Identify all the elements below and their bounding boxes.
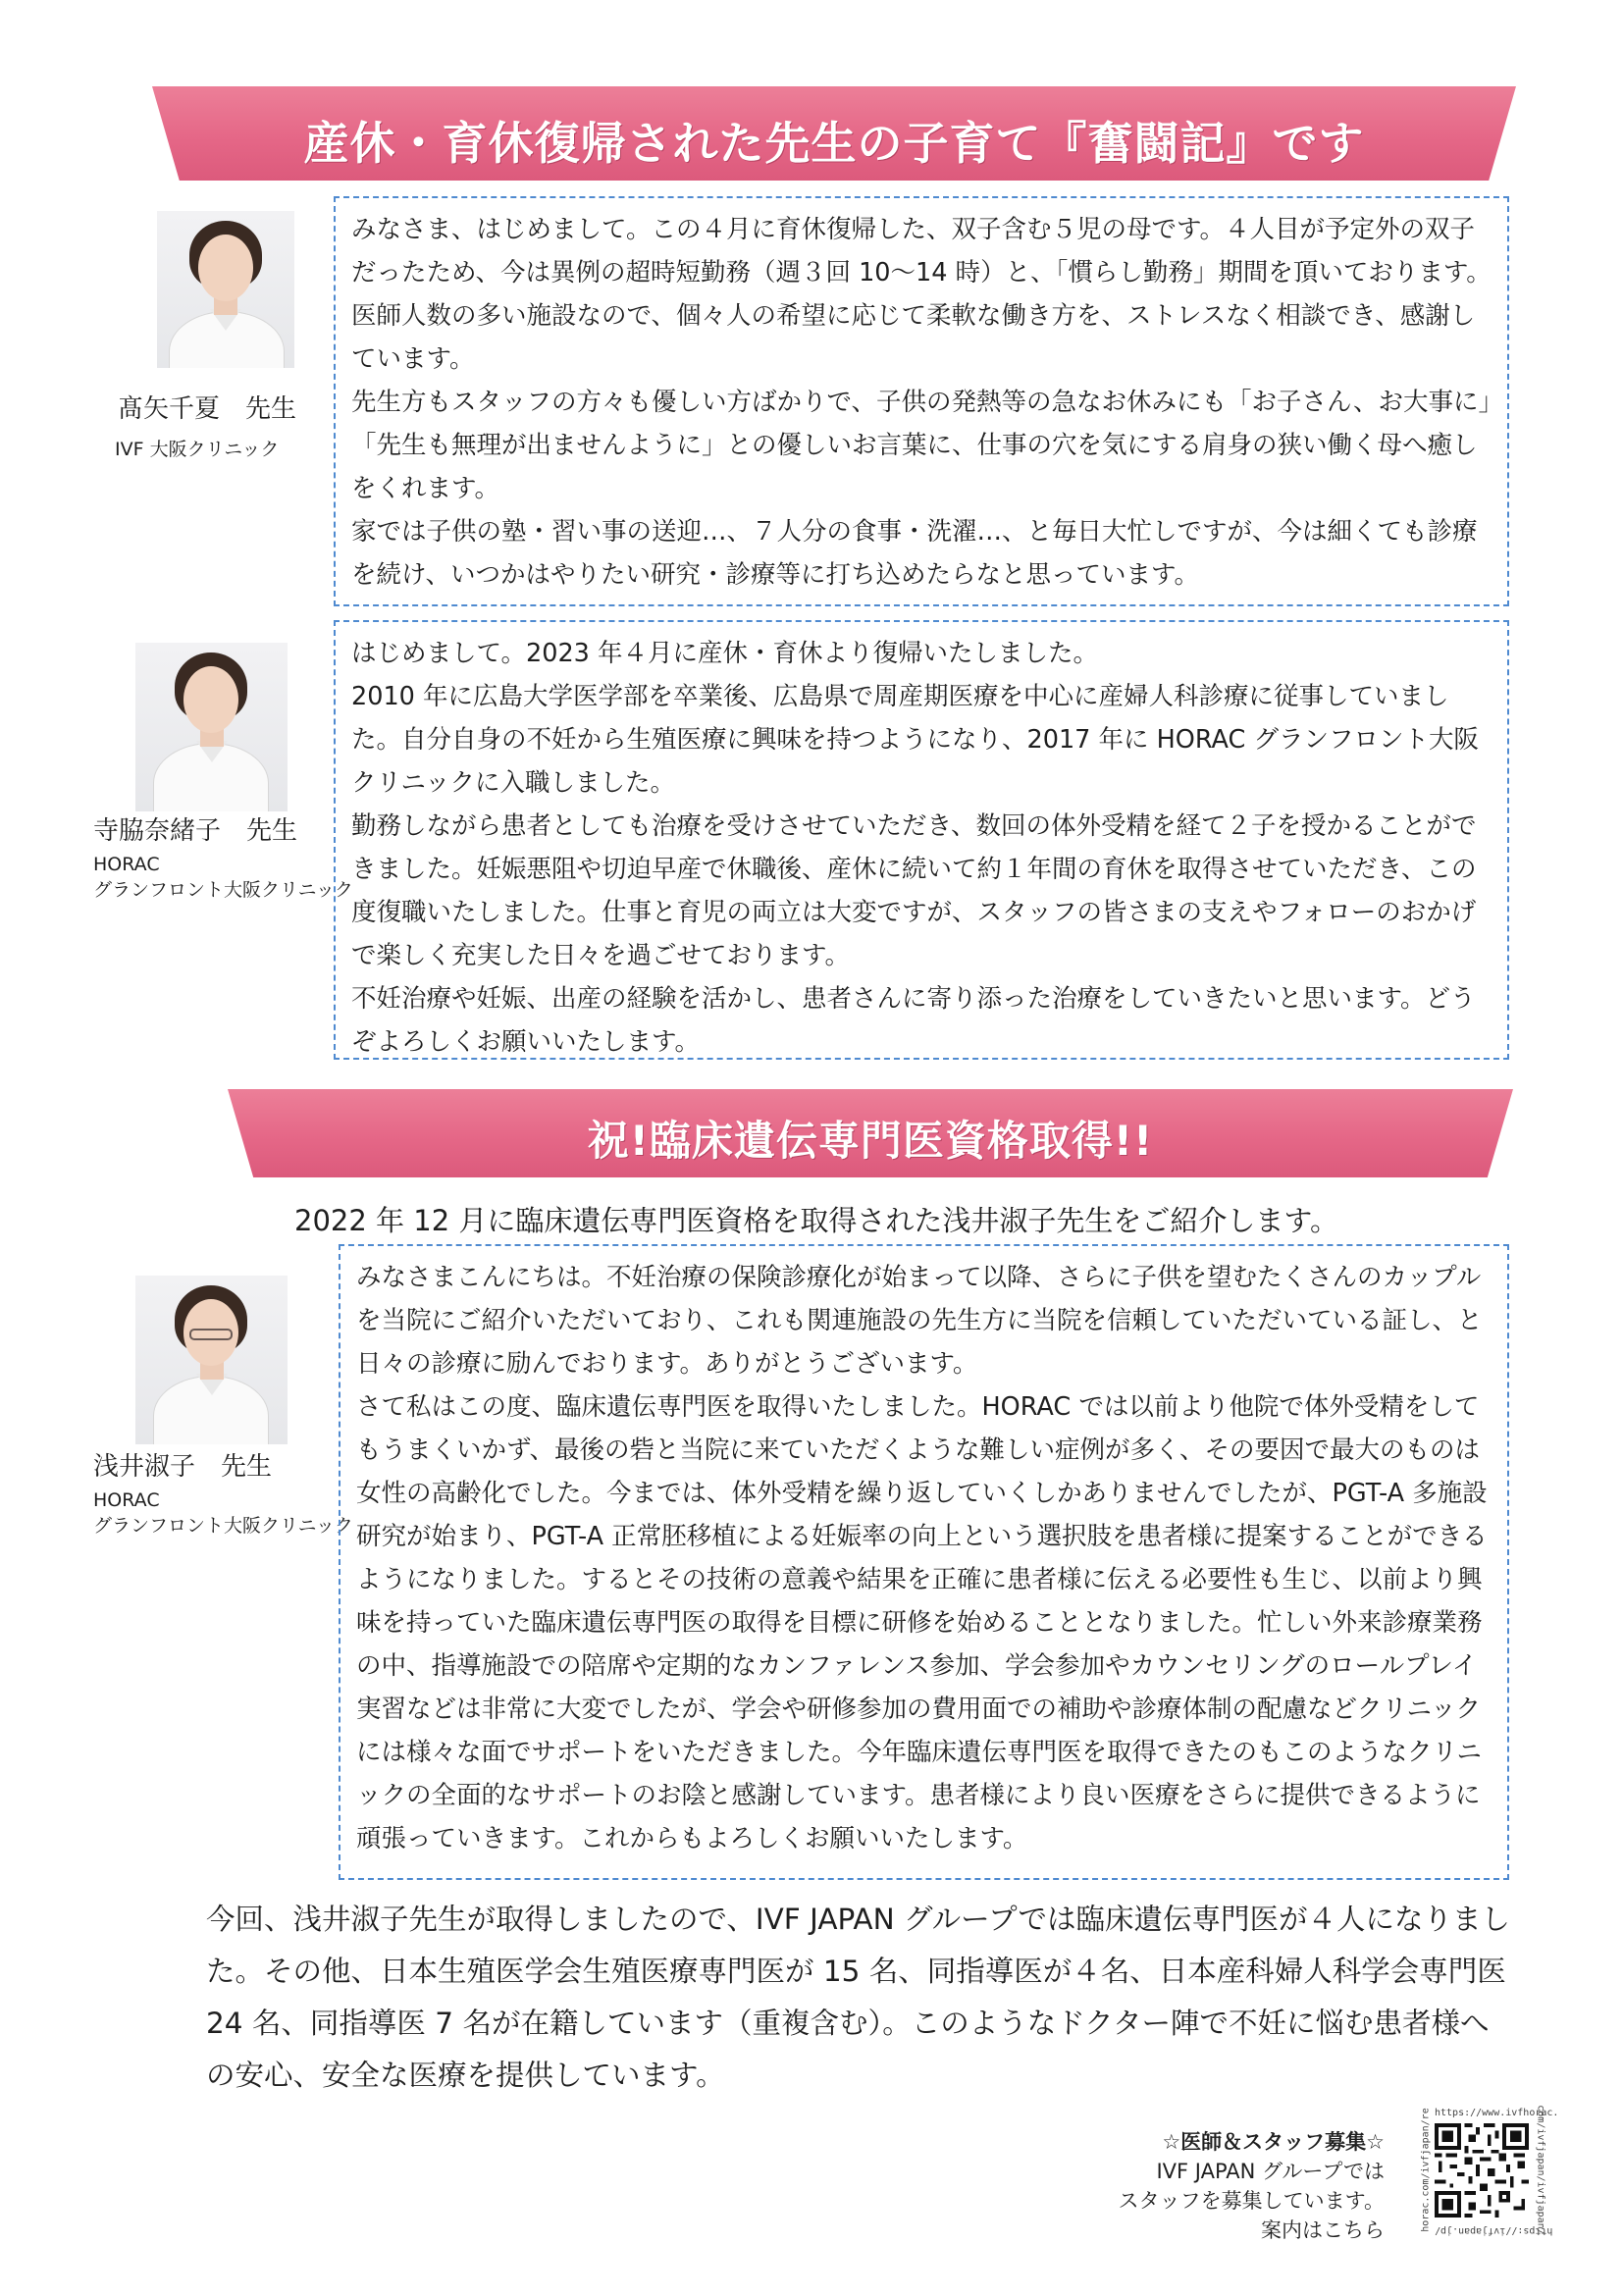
recruit-line: IVF JAPAN グループでは: [1156, 2160, 1385, 2183]
doctor3-affiliation-2: グランフロント大阪クリニック: [93, 1515, 353, 1537]
message-paragraph: 勤務しながら患者としても治療を受けさせていただき、数回の体外受精を経て２子を授かることができました。妊娠悪阻や切迫早産で休職後、産休に続いて約１年間の育休を取得させていただき、この度復職いたしました。仕事と育児の両立は大変ですが、スタッフの皆さまの支えやフォローのおかげで楽しく充実した日々を過ごせております。: [351, 811, 1477, 970]
section2-intro: 2022 年 12 月に臨床遺伝専門医資格を取得された浅井淑子先生をご紹介します。: [294, 1204, 1339, 1237]
recruit-notice: [1119, 2127, 1385, 2245]
qr-url-bottom: https://ivfjapan.jp/: [1435, 2225, 1553, 2236]
message-paragraph: みなさま、はじめまして。この４月に育休復帰した、双子含む５児の母です。４人目が予定外の双子だったため、今は異例の超時短勤務（週３回 10〜14 時）と、「慣らし勤務」期間を頂いております。: [351, 215, 1492, 287]
message-paragraph: みなさまこんにちは。不妊治療の保険診療化が始まって以降、さらに子供を望むたくさんのカップルを当院にご紹介いただいており、これも関連施設の先生方に当院を信頼していただいている証し、と日々の診療に励んでおります。ありがとうございます。: [356, 1263, 1483, 1379]
message-paragraph: 家では子供の塾・習い事の送迎…、７人分の食事・洗濯…、と毎日大忙しですが、今は細くても診療を続け、いつかはやりたい研究・診療等に打ち込めたらなと思っています。: [351, 517, 1478, 590]
message-paragraph: 先生方もスタッフの方々も優しい方ばかりで、子供の発熱等の急なお休みにも「お子さん、お大事に」「先生も無理が出ませんように」との優しいお言葉に、仕事の穴を気にする肩身の狭い働く母へ癒しをくれます。: [351, 388, 1492, 503]
section2-title: 祝!臨床遺伝専門医資格取得!!: [587, 1117, 1154, 1165]
doctor3-photo: [135, 1276, 288, 1444]
doctor2-name: 寺脇奈緒子 先生: [93, 816, 298, 846]
doctor2-affiliation-1: HORAC: [93, 854, 160, 875]
recruit-line: スタッフを募集しています。: [1118, 2189, 1385, 2213]
message-paragraph: はじめまして。2023 年４月に産休・育休より復帰いたしました。: [351, 639, 1098, 668]
recruit-qr-code[interactable]: [1417, 2105, 1559, 2237]
doctor1-name: 髙矢千夏 先生: [118, 394, 297, 424]
message-paragraph: 医師人数の多い施設なので、個々人の希望に応じて柔軟な働き方を、ストレスなく相談でき、感謝しています。: [351, 301, 1476, 374]
doctor3-affiliation-1: HORAC: [93, 1489, 160, 1511]
doctor1-affiliation: IVF 大阪クリニック: [115, 439, 280, 460]
doctor3-name: 浅井淑子 先生: [93, 1452, 273, 1482]
message-paragraph: 2010 年に広島大学医学部を卒業後、広島県で周産期医療を中心に産婦人科診療に従事していました。自分自身の不妊から生殖医療に興味を持つようになり、2017 年に HORAC グランフロント大阪クリニックに入職しました。: [351, 682, 1479, 798]
message-paragraph: 不妊治療や妊娠、出産の経験を活かし、患者さんに寄り添った治療をしていきたいと思います。どうぞよろしくお願いいたします。: [351, 984, 1476, 1057]
doctor2-photo: [135, 643, 288, 811]
qr-url-top: https://www.ivfhorac.: [1435, 2108, 1559, 2118]
doctor2-message-box: [334, 620, 1509, 1060]
doctor3-message-box: [339, 1244, 1509, 1880]
section1-title: 産休・育休復帰された先生の子育て『奮闘記』です: [303, 117, 1365, 170]
closing-paragraph: 今回、浅井淑子先生が取得しましたので、IVF JAPAN グループでは臨床遺伝専門医が４人になりました。その他、日本生殖医学会生殖医療専門医が 15 名、同指導医が４名、日本産科婦人科学会専門医 24 名、同指導医 7 名が在籍しています（重複含む）。このようなドクター陣で不妊に悩む患者様への安心、安全な医療を提供しています。: [206, 1903, 1511, 2092]
recruit-line: 案内はこちら: [1261, 2218, 1385, 2242]
doctor1-photo: [157, 211, 294, 368]
doctor1-message-box: [334, 196, 1509, 606]
recruit-title: ☆医師＆スタッフ募集☆: [1162, 2130, 1385, 2154]
qr-url-right: com/ivfjapan/ivfjapan/: [1535, 2105, 1546, 2235]
qr-url-left: horac.com/ivfjapan/re: [1420, 2108, 1432, 2232]
doctor2-affiliation-2: グランフロント大阪クリニック: [93, 879, 353, 901]
message-paragraph: さて私はこの度、臨床遺伝専門医を取得いたしました。HORAC では以前より他院で体外受精をしてもうまくいかず、最後の砦と当院に来ていただくような難しい症例が多く、その要因で最大のものは女性の高齢化でした。今までは、体外受精を繰り返していくしかありませんでしたが、PGT-A 多施設研究が始まり、PGT-A 正常胚移植による妊娠率の向上という選択肢を患者様に提案することができるようになりました。するとその技術の意義や結果を正確に患者様に伝える必要性も生じ、以前より興味を持っていた臨床遺伝専門医の取得を目標に研修を始めることとなりました。忙しい外来診療業務の中、指導施設での陪席や定期的なカンファレンス参加、学会参加やカウンセリングのロールプレイ実習などは非常に大変でしたが、学会や研修参加の費用面での補助や診療体制の配慮などクリニックには様々な面でサポートをいただきました。今年臨床遺伝専門医を取得できたのもこのようなクリニックの全面的なサポートのお陰と感謝しています。患者様により良い医療をさらに提供できるように頑張っていきます。これからもよろしくお願いいたします。: [356, 1392, 1488, 1853]
qr-code-icon: [1435, 2123, 1529, 2218]
